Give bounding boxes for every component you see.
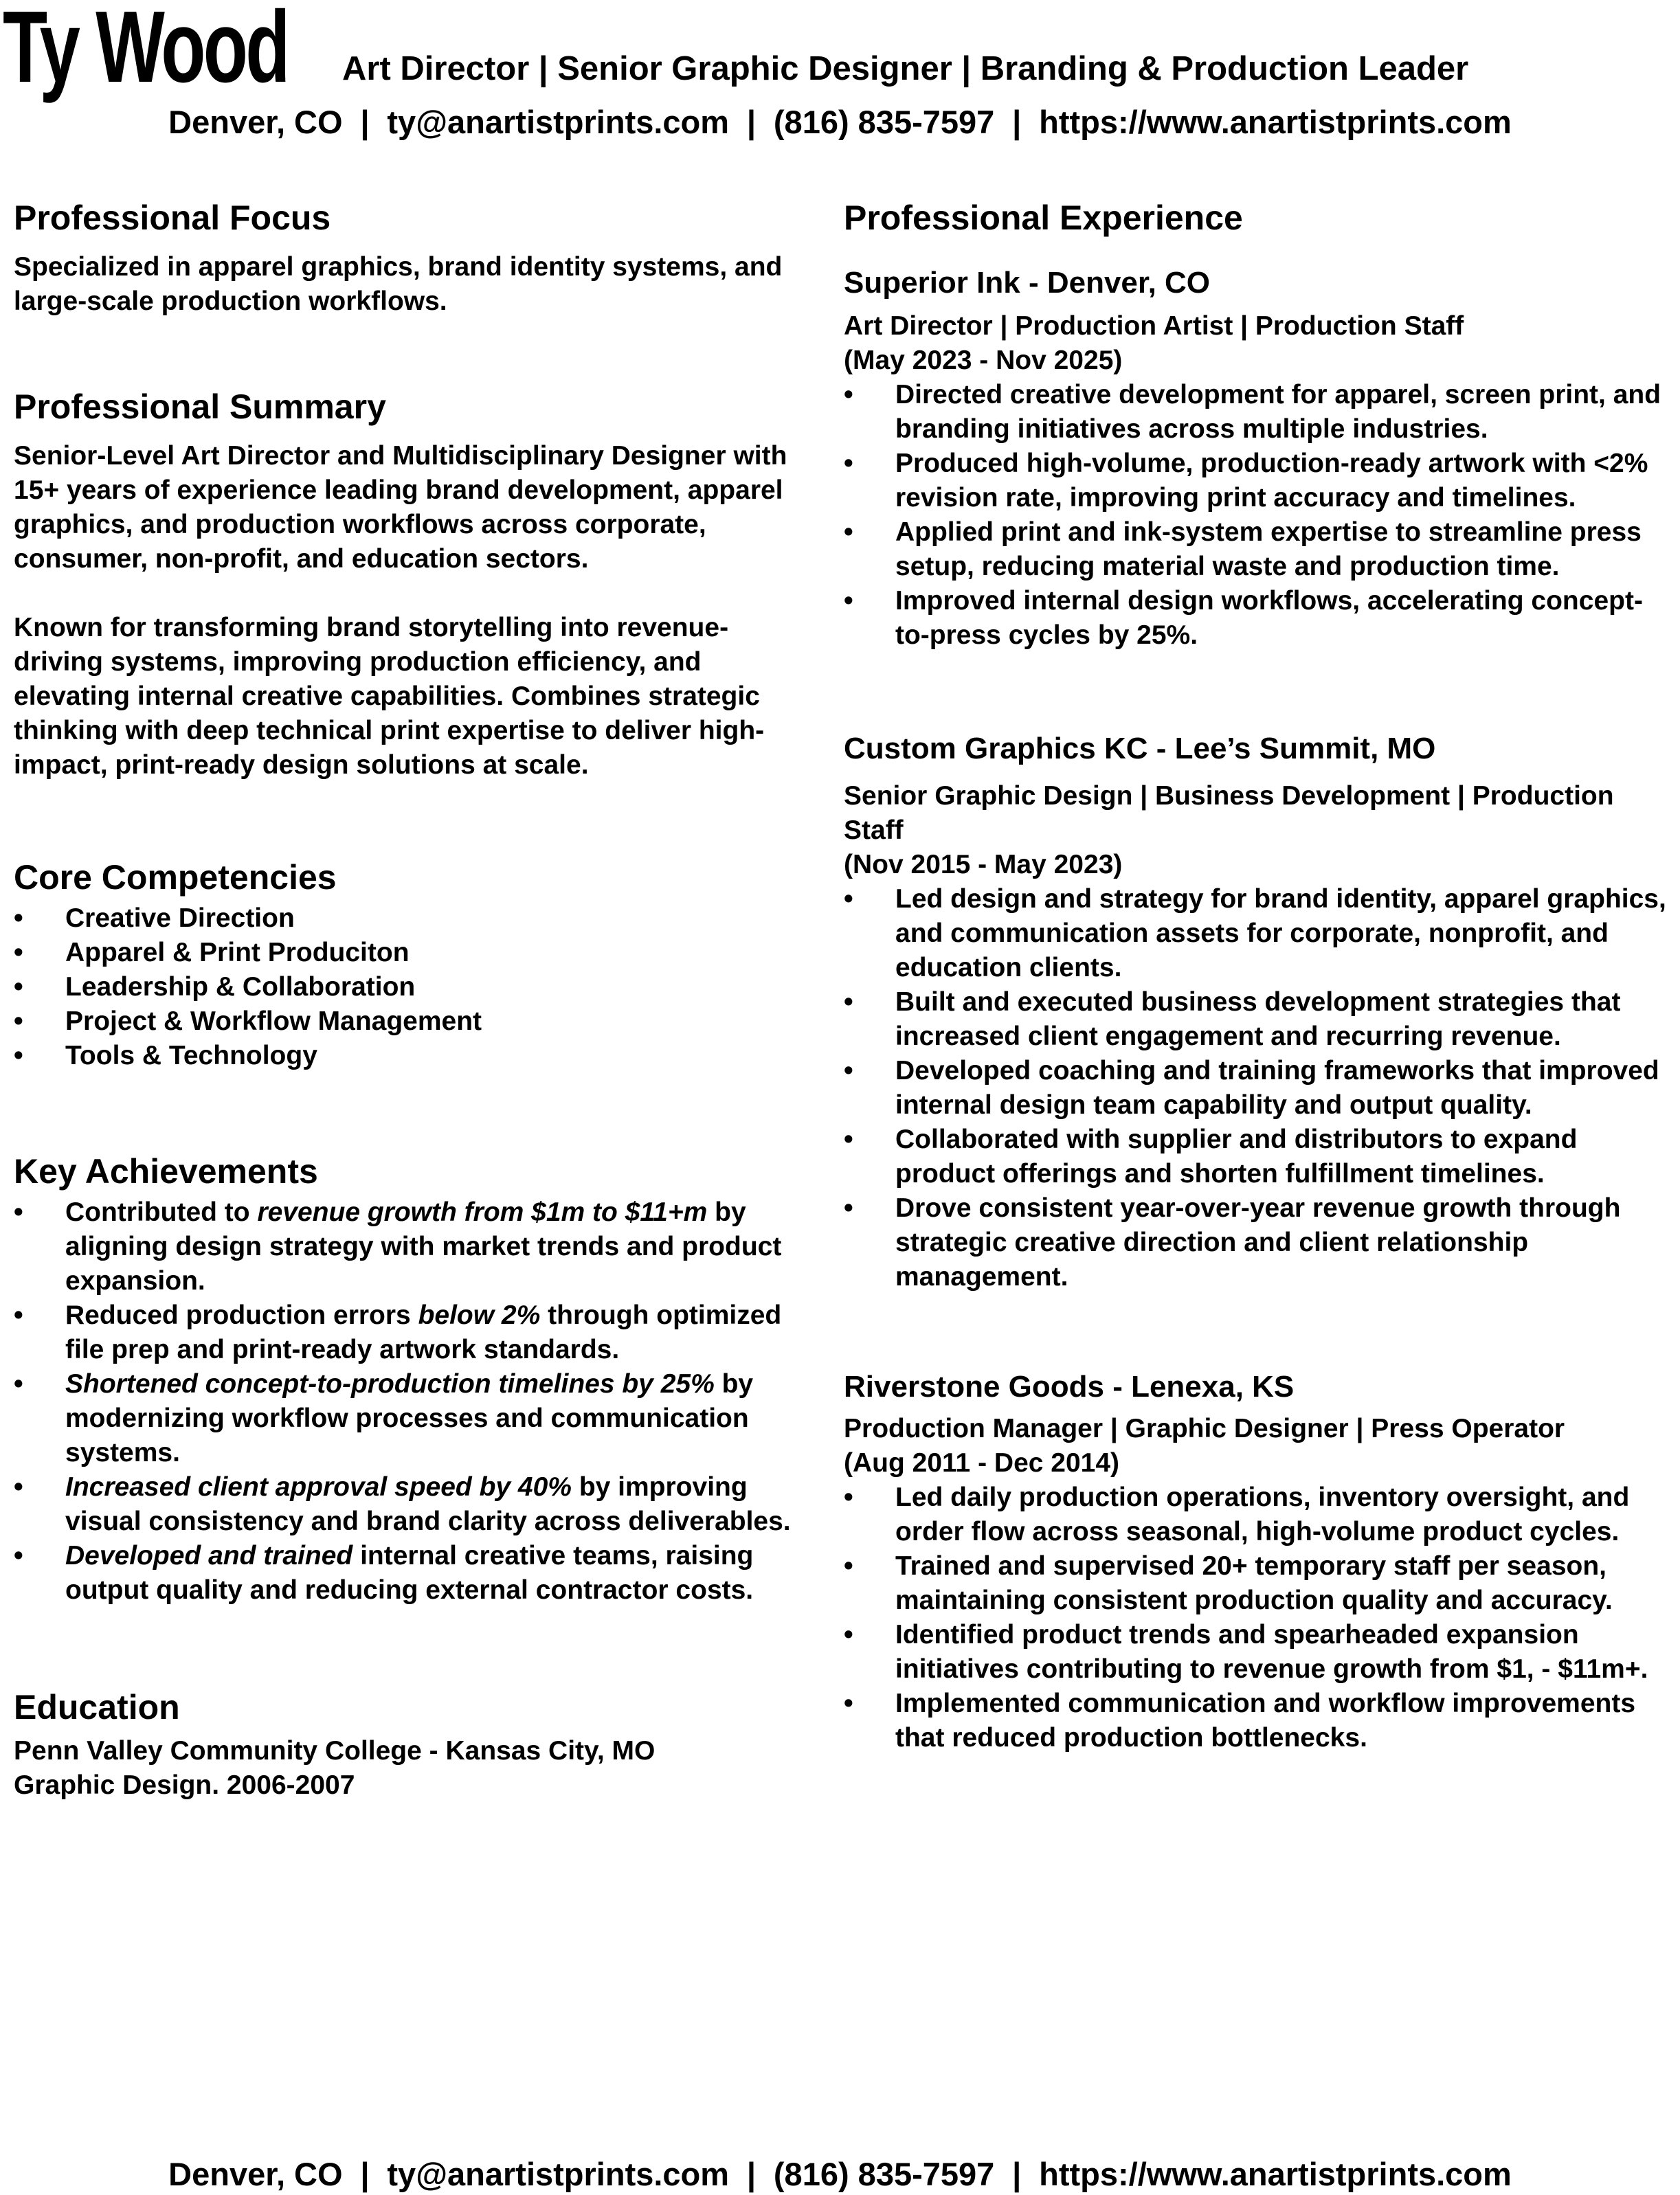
list-item: • Implemented communication and workflow improvements that reduced production bottlenecks. — [844, 1687, 1668, 1755]
section-heading: Key Achievements — [14, 1152, 318, 1191]
list-item: • Trained and supervised 20+ temporary staff per season, maintaining consistent production quality and accuracy. — [844, 1549, 1668, 1618]
job-company: Riverstone Goods - Lenexa, KS — [844, 1370, 1295, 1404]
list-item: • Produced high-volume, production-ready artwork with <2% revision rate, improving print accuracy and timelines. — [844, 447, 1668, 515]
job-entry — [844, 1366, 1668, 1755]
candidate-name: Ty Wood — [3, 0, 288, 104]
education-program: Graphic Design. 2006-2007 — [14, 1770, 355, 1800]
list-item: • Applied print and ink-system expertise to streamline press setup, reducing material waste and production time. — [844, 515, 1668, 584]
job-roles: Production Manager | Graphic Designer | Press Operator — [844, 1414, 1565, 1443]
candidate-tagline: Art Director | Senior Graphic Designer | Branding & Production Leader — [342, 50, 1469, 87]
job-dates: (May 2023 - Nov 2025) — [844, 346, 1123, 375]
contact-line-top — [0, 102, 1680, 143]
list-item: • Led design and strategy for brand identity, apparel graphics, and communication assets for corporate, nonprofit, and education clients. — [844, 882, 1668, 985]
list-item: • Directed creative development for apparel, screen print, and branding initiatives across multiple industries. — [844, 378, 1668, 447]
contact-separator: | — [746, 104, 757, 140]
section-heading: Core Competencies — [14, 858, 337, 897]
job-dates: (Aug 2011 - Dec 2014) — [844, 1448, 1120, 1478]
contact-separator: | — [1012, 104, 1022, 140]
job-dates: (Nov 2015 - May 2023) — [844, 850, 1123, 879]
left-column — [14, 194, 804, 1803]
contact-line-bottom — [0, 2154, 1680, 2195]
professional-summary-section — [14, 383, 804, 783]
job-bullets — [844, 378, 1668, 653]
job-company: Custom Graphics KC - Lee’s Summit, MO — [844, 732, 1436, 765]
contact-phone[interactable]: (816) 835-7597 — [773, 104, 995, 140]
section-heading: Professional Experience — [844, 199, 1243, 237]
section-heading: Education — [14, 1688, 180, 1726]
right-column — [844, 194, 1668, 1755]
list-item: • Contributed to revenue growth from $1m to $11+m by aligning design strategy with market trends and product expansion. — [14, 1195, 804, 1298]
list-item: • Shortened concept-to-production timelines by 25% by modernizing workflow processes and communication systems. — [14, 1367, 804, 1470]
job-entry — [844, 262, 1668, 653]
key-achievements-section — [14, 1147, 804, 1608]
list-item: • Improved internal design workflows, accelerating concept-to-press cycles by 25%. — [844, 584, 1668, 653]
contact-separator: | — [746, 2156, 757, 2192]
core-competencies-section — [14, 853, 804, 1073]
education-section — [14, 1683, 804, 1803]
list-item: • Identified product trends and spearheaded expansion initiatives contributing to revenue growth from $1, - $11m+. — [844, 1618, 1668, 1687]
job-entry — [844, 728, 1668, 1294]
list-item: • Apparel & Print Produciton — [14, 936, 804, 970]
contact-location: Denver, CO — [168, 104, 343, 140]
section-heading: Professional Focus — [14, 199, 331, 237]
contact-separator: | — [1012, 2156, 1022, 2192]
focus-text: Specialized in apparel graphics, brand identity systems, and large-scale production workflows. — [14, 252, 783, 316]
list-item: • Leadership & Collaboration — [14, 970, 804, 1004]
list-item: • Project & Workflow Management — [14, 1004, 804, 1039]
section-heading: Professional Summary — [14, 387, 386, 426]
contact-email[interactable]: ty@anartistprints.com — [387, 104, 730, 140]
list-item: • Drove consistent year-over-year revenue growth through strategic creative direction and client relationship management. — [844, 1191, 1668, 1294]
contact-website[interactable]: https://www.anartistprints.com — [1039, 104, 1512, 140]
list-item: • Collaborated with supplier and distributors to expand product offerings and shorten fulfillment timelines. — [844, 1123, 1668, 1191]
list-item: • Developed coaching and training frameworks that improved internal design team capability and output quality. — [844, 1054, 1668, 1123]
list-item: • Led daily production operations, inventory oversight, and order flow across seasonal, high-volume product cycles. — [844, 1481, 1668, 1549]
list-item: • Creative Direction — [14, 901, 804, 936]
summary-paragraph: Known for transforming brand storytelling into revenue-driving systems, improving production efficiency, and elevating internal creative capabilities. Combines strategic thinking with deep technical print expertise to deliver high-impact, print-ready design solutions at scale. — [14, 613, 765, 780]
contact-separator: | — [360, 2156, 370, 2192]
list-item: • Built and executed business development strategies that increased client engagement and recurring revenue. — [844, 985, 1668, 1054]
job-bullets — [844, 882, 1668, 1294]
list-item: • Reduced production errors below 2% through optimized file prep and print-ready artwork standards. — [14, 1298, 804, 1367]
contact-email[interactable]: ty@anartistprints.com — [387, 2156, 730, 2192]
job-company: Superior Ink - Denver, CO — [844, 266, 1211, 300]
contact-phone[interactable]: (816) 835-7597 — [773, 2156, 995, 2192]
achievements-list — [14, 1195, 804, 1608]
professional-focus-section — [14, 194, 804, 319]
job-roles: Senior Graphic Design | Business Development | Production Staff — [844, 781, 1614, 845]
contact-website[interactable]: https://www.anartistprints.com — [1039, 2156, 1512, 2192]
competencies-list — [14, 901, 804, 1073]
contact-location: Denver, CO — [168, 2156, 343, 2192]
contact-separator: | — [360, 104, 370, 140]
education-school: Penn Valley Community College - Kansas City, MO — [14, 1736, 656, 1766]
list-item: • Tools & Technology — [14, 1039, 804, 1073]
list-item: • Increased client approval speed by 40% by improving visual consistency and brand clarity across deliverables. — [14, 1470, 804, 1539]
job-roles: Art Director | Production Artist | Production Staff — [844, 311, 1464, 341]
summary-paragraph: Senior-Level Art Director and Multidisciplinary Designer with 15+ years of experience leading brand development, apparel graphics, and production workflows across corporate, consumer, non-profit, and education sectors. — [14, 441, 787, 574]
job-bullets — [844, 1481, 1668, 1755]
list-item: • Developed and trained internal creative teams, raising output quality and reducing external contractor costs. — [14, 1539, 804, 1608]
